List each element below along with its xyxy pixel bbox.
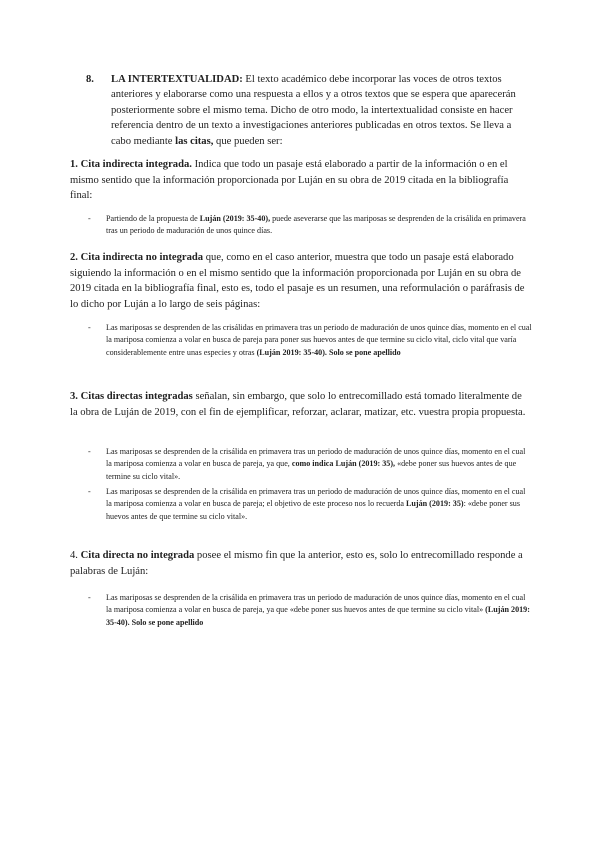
section-heading: 3. Citas directas integradas — [70, 391, 193, 402]
section-text: Indica que todo un pasaje está elaborado a partir de la información o en el mismo sentido que la información proporcionada por Luján en su obra de 2019 citada en la bibliografía final: — [70, 159, 509, 202]
intro-heading: LA INTERTEXTUALIDAD: — [111, 74, 243, 85]
bullet-dash: - — [88, 447, 91, 456]
example-citation: Luján (2019: 35-40), — [199, 214, 271, 223]
example-text-after: puede aseverarse que las mariposas se desprenden de la crisálida en primavera tras un periodo de maduración de unos quince días. — [106, 214, 526, 236]
section-cita-indirecta-no-integrada — [70, 250, 532, 312]
section-heading: 2. Cita indirecta no integrada — [70, 252, 204, 263]
example-item — [88, 322, 532, 359]
example-text: Las mariposas se desprenden de la crisálida en primavera tras un periodo de maduración de unos quince días, momento en el cual la mariposa comienza a volar en busca de pareja, ya que «debe poner sus huevos antes de que termine su ciclo vital» — [106, 593, 526, 615]
example-item — [88, 213, 532, 238]
section-cita-directa-no-integrada — [70, 548, 532, 579]
section-text: posee el mismo fin que la anterior, esto es, solo lo entrecomillado responde a palabras de Luján: — [70, 550, 523, 577]
intertextuality-intro — [86, 72, 532, 149]
section-number: 4. — [70, 550, 81, 561]
example-item — [88, 592, 532, 629]
bullet-dash: - — [88, 214, 91, 223]
intro-paragraph — [111, 72, 532, 149]
example-text: Las mariposas se desprenden de la crisálida en primavera tras un periodo de maduración de unos quince días, momento en el cual la mariposa comienza a volar en busca de pareja, ya que, — [106, 447, 526, 469]
example-text: Las mariposas se desprenden de las crisálidas en primavera tras un periodo de maduración de unos quince días, momento en el cual la mariposa comienza a volar en busca de pareja para poner sus huevos antes de que termine su ciclo vital, ciclo vital que varía considerablemente entre unas especies y otras — [106, 323, 532, 357]
example-text-after: : «debe poner sus huevos antes de que termine su ciclo vital». — [106, 499, 520, 521]
example-citation: como indica Luján (2019: 35), — [291, 459, 396, 469]
example-text: Partiendo de la propuesta de — [106, 214, 200, 223]
section-citas-directas-integradas — [70, 389, 532, 420]
example-citation: (Luján 2019: 35-40). Solo se pone apellido — [256, 347, 401, 357]
section-text: que, como en el caso anterior, muestra que todo un pasaje está elaborado siguiendo la información o en el mismo sentido que la información proporcionada por Luján en su obra de 2019 citada en la bibliografía final, esto es, todo el pasaje es un resumen, una reformulación o paráfrasis de lo dicho por Luján a lo largo de seis páginas: — [70, 252, 525, 310]
example-item — [88, 486, 532, 523]
bullet-dash: - — [88, 487, 91, 496]
section-heading: Cita directa no integrada — [80, 550, 195, 561]
list-number: 8. — [86, 74, 94, 85]
example-item — [88, 446, 532, 483]
intro-tail: que pueden ser: — [213, 135, 283, 147]
bullet-dash: - — [88, 593, 91, 602]
example-citation: Luján (2019: 35) — [406, 499, 464, 509]
section-heading: 1. Cita indirecta integrada. — [70, 159, 192, 170]
section-cita-indirecta-integrada — [70, 157, 532, 204]
intro-bold-tail: las citas, — [175, 135, 214, 147]
example-text-after: «debe poner sus huevos antes de que termine su ciclo vital». — [106, 459, 517, 481]
section-text: señalan, sin embargo, que solo lo entrecomillado está tomado literalmente de la obra de Luján de 2019, con el fin de ejemplificar, reforzar, aclarar, matizar, etc. vuestra propia propuesta. — [70, 391, 526, 418]
intro-text: El texto académico debe incorporar las voces de otros textos anteriores y elaborarse como una respuesta a ellos y a otros textos que se espera que aparecerán posteriormente sobre el mismo tema. Dicho de otro modo, la intertextualidad consiste en hacer referencia dentro de un texto a investigaciones anteriores publicadas en otros textos. Se lleva a cabo mediante — [111, 74, 516, 147]
example-citation: (Luján 2019: 35-40). Solo se pone apellido — [106, 605, 530, 627]
example-text: Las mariposas se desprenden de la crisálida en primavera tras un periodo de maduración de unos quince días, momento en el cual la mariposa comienza a volar en busca de pareja; el objetivo de este proceso nos lo recuerda — [106, 487, 526, 509]
bullet-dash: - — [88, 323, 91, 332]
